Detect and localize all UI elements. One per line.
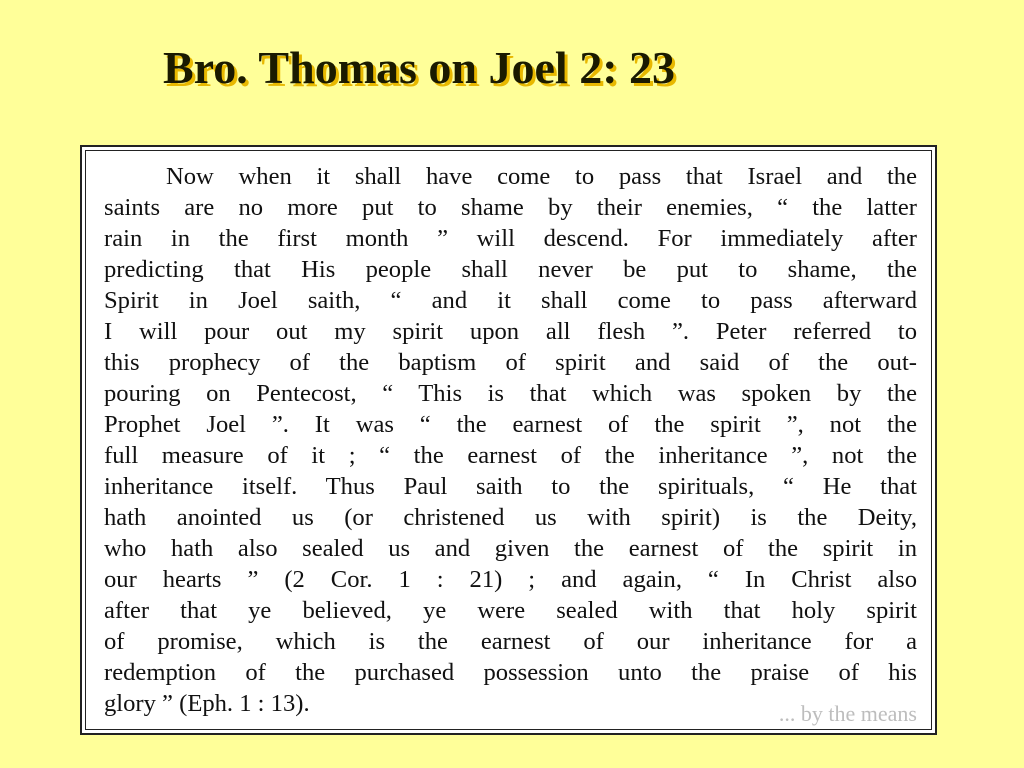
passage-line: I will pour out my spirit upon all flesh ”. Peter referred to — [104, 318, 917, 345]
passage-line: Prophet Joel ”. It was “ the earnest of the spirit ”, not the — [104, 411, 917, 438]
passage-line: who hath also sealed us and given the earnest of the spirit in — [104, 535, 917, 562]
bleed-through-text: ... by the means — [778, 701, 917, 726]
passage-line: this prophecy of the baptism of spirit and said of the out- — [104, 349, 917, 376]
passage-line: hath anointed us (or christened us with spirit) is the Deity, — [104, 504, 917, 531]
scanned-passage-text — [104, 161, 917, 719]
passage-line: predicting that His people shall never be put to shame, the — [104, 256, 917, 283]
scanned-passage-inner-border — [85, 150, 932, 730]
passage-line: full measure of it ; “ the earnest of the inheritance ”, not the — [104, 442, 917, 469]
passage-line: Spirit in Joel saith, “ and it shall come to pass afterward — [104, 287, 917, 314]
passage-line: our hearts ” (2 Cor. 1 : 21) ; and again, “ In Christ also — [104, 566, 917, 593]
passage-line: pouring on Pentecost, “ This is that which was spoken by the — [104, 380, 917, 407]
passage-line: after that ye believed, ye were sealed with that holy spirit — [104, 597, 917, 624]
passage-line: redemption of the purchased possession unto the praise of his — [104, 659, 917, 686]
passage-line: Now when it shall have come to pass that Israel and the — [166, 163, 917, 190]
passage-line: inheritance itself. Thus Paul saith to the spirituals, “ He that — [104, 473, 917, 500]
scanned-passage-frame — [80, 145, 937, 735]
passage-line: saints are no more put to shame by their enemies, “ the latter — [104, 194, 917, 221]
passage-line: of promise, which is the earnest of our inheritance for a — [104, 628, 917, 655]
slide-title: Bro. Thomas on Joel 2: 23 — [163, 42, 676, 93]
passage-line: glory ” (Eph. 1 : 13). — [104, 690, 310, 717]
passage-line: rain in the first month ” will descend. For immediately after — [104, 225, 917, 252]
